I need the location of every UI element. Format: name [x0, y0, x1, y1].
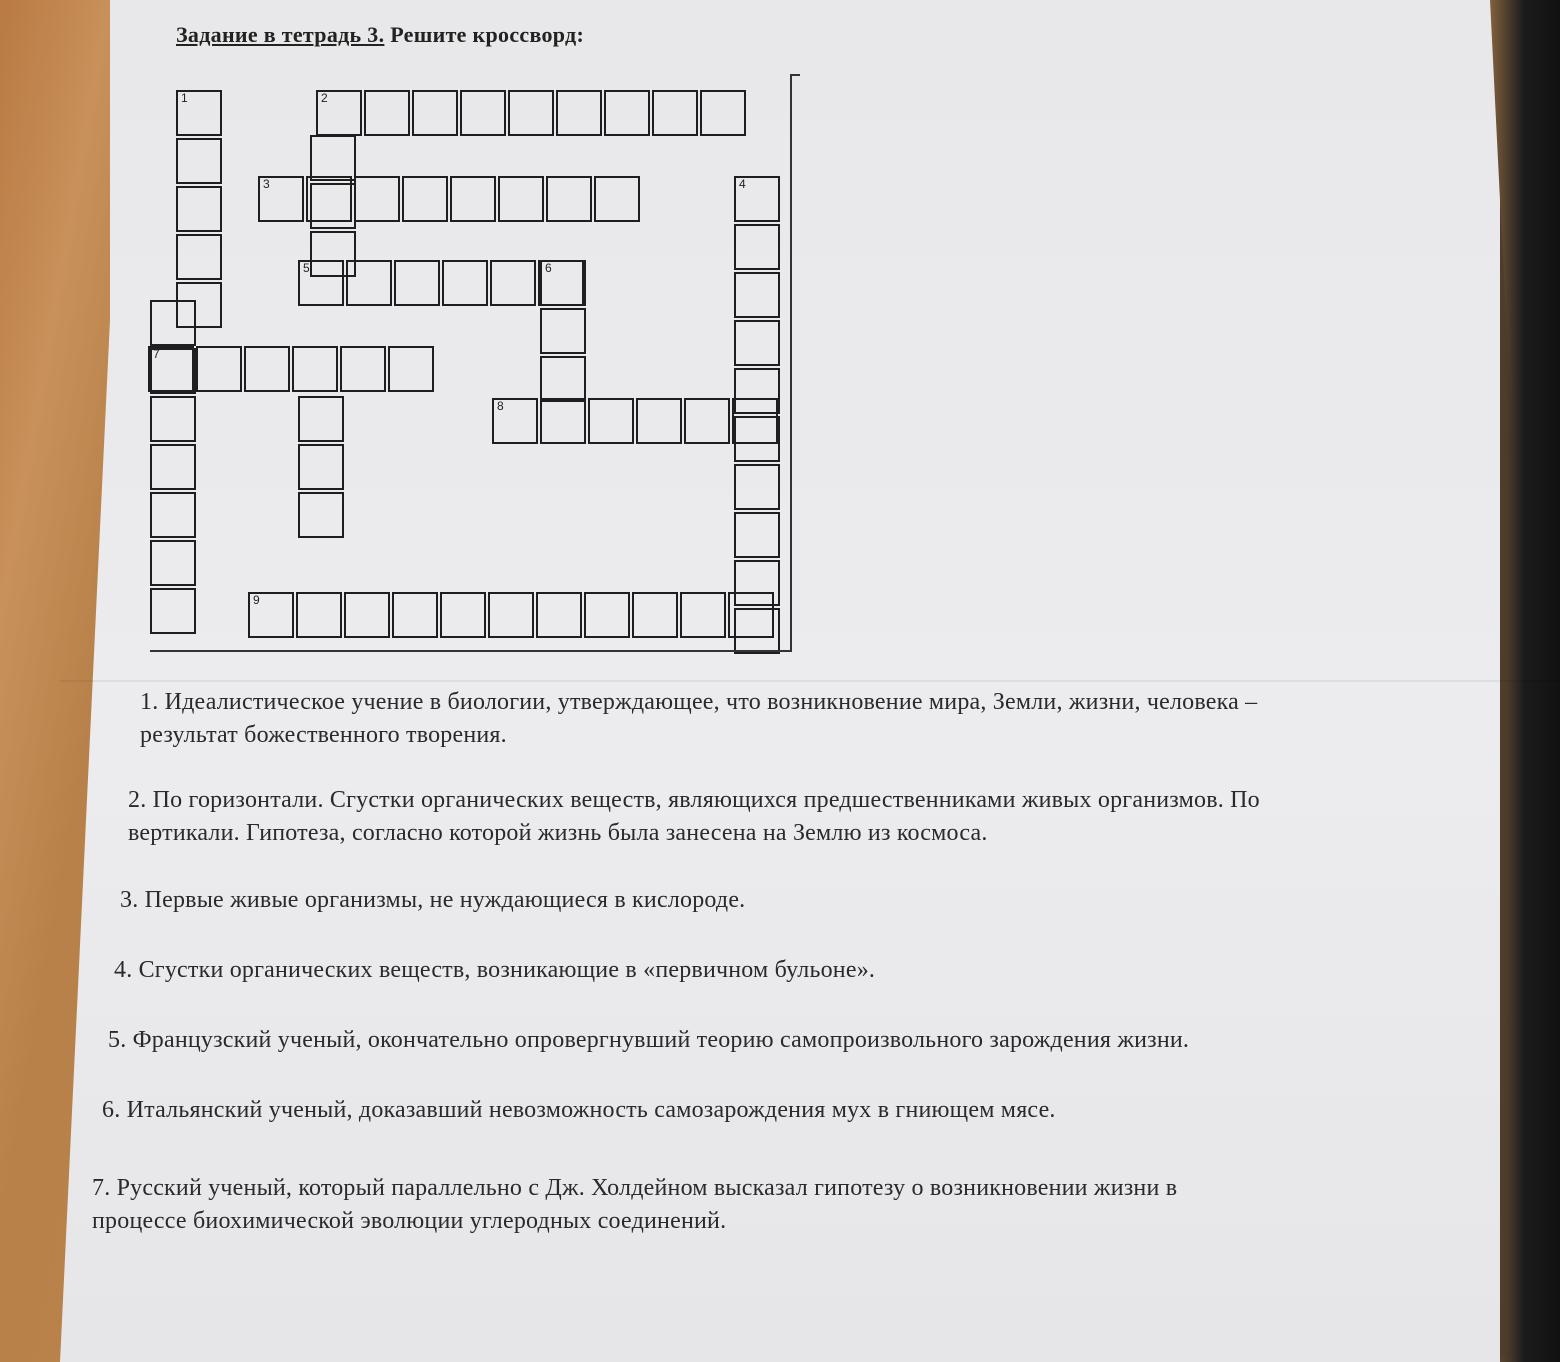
clue-3: 3. Первые живые организмы, не нуждающиеся в кислороде. — [120, 887, 746, 913]
crossword-cell[interactable] — [440, 592, 486, 638]
crossword-cell[interactable] — [588, 398, 634, 444]
crossword-cell[interactable] — [732, 398, 778, 444]
crossword-cell[interactable] — [150, 444, 196, 490]
clue-7: 7. Русский ученый, который параллельно с Дж. Холдейном высказал гипотезу о возникновении жизни в процессе биохимической эволюции углеродных соединений. — [92, 1175, 1178, 1234]
crossword-cell[interactable] — [296, 592, 342, 638]
crossword-cell[interactable] — [734, 320, 780, 366]
paper-fold — [60, 680, 1560, 682]
crossword-cell[interactable] — [508, 90, 554, 136]
frame-line — [150, 650, 792, 652]
crossword-cell[interactable] — [546, 176, 592, 222]
crossword-cell[interactable] — [488, 592, 534, 638]
crossword-cell[interactable] — [176, 90, 222, 136]
crossword-cell[interactable] — [388, 346, 434, 392]
crossword-cell[interactable] — [150, 300, 196, 346]
crossword-cell[interactable] — [196, 346, 242, 392]
clue-1: 1. Идеалистическое учение в биологии, утверждающее, что возникновение мира, Земли, жизни, человека – результат божественного творения. — [140, 689, 1258, 748]
crossword-cell[interactable] — [150, 396, 196, 442]
crossword-cell[interactable] — [584, 592, 630, 638]
crossword-cell[interactable] — [556, 90, 602, 136]
crossword-cell[interactable] — [536, 592, 582, 638]
crossword-cell[interactable] — [148, 346, 194, 392]
crossword-cell[interactable] — [680, 592, 726, 638]
crossword-cell[interactable] — [340, 346, 386, 392]
crossword-cell[interactable] — [392, 592, 438, 638]
clue-5: 5. Французский ученый, окончательно опровергнувший теорию самопроизвольного зарождения жизни. — [108, 1027, 1190, 1053]
crossword-cell[interactable] — [176, 186, 222, 232]
title-prefix: Задание в тетрадь 3. — [176, 22, 385, 47]
crossword-cell[interactable] — [540, 308, 586, 354]
crossword-cell[interactable] — [354, 176, 400, 222]
crossword-cell[interactable] — [684, 398, 730, 444]
crossword-cell[interactable] — [364, 90, 410, 136]
crossword-cell[interactable] — [176, 234, 222, 280]
clue-number-8: 8 — [497, 399, 504, 413]
crossword-cell[interactable] — [150, 540, 196, 586]
crossword-cell[interactable] — [734, 224, 780, 270]
clue-number-2: 2 — [321, 91, 328, 105]
crossword-cell[interactable] — [636, 398, 682, 444]
crossword-cell[interactable] — [540, 398, 586, 444]
crossword-cell[interactable] — [734, 272, 780, 318]
crossword-cell[interactable] — [492, 398, 538, 444]
clue-number-6: 6 — [545, 261, 552, 275]
crossword-cell[interactable] — [394, 260, 440, 306]
frame-line — [790, 74, 792, 652]
crossword-cell[interactable] — [176, 138, 222, 184]
crossword-cell[interactable] — [540, 356, 586, 402]
crossword-cell[interactable] — [298, 492, 344, 538]
crossword-cell[interactable] — [344, 592, 390, 638]
page-title — [176, 22, 584, 48]
crossword-cell[interactable] — [298, 396, 344, 442]
crossword-cell[interactable] — [460, 90, 506, 136]
crossword-cell[interactable] — [540, 260, 586, 306]
clue-number-7: 7 — [153, 347, 160, 361]
crossword-cell[interactable] — [150, 492, 196, 538]
crossword-cell[interactable] — [632, 592, 678, 638]
clue-2: 2. По горизонтали. Сгустки органических веществ, являющихся предшественниками живых организмов. По вертикали. Гипотеза, согласно которой жизнь была занесена на Землю из космоса. — [128, 787, 1260, 846]
crossword-cell[interactable] — [248, 592, 294, 638]
crossword-cell[interactable] — [604, 90, 650, 136]
crossword-cell[interactable] — [292, 346, 338, 392]
clue-number-5: 5 — [303, 261, 310, 275]
crossword-cell[interactable] — [734, 176, 780, 222]
crossword-cell[interactable] — [244, 346, 290, 392]
clue-number-9: 9 — [253, 593, 260, 607]
crossword-cell[interactable] — [316, 90, 362, 136]
crossword-cell[interactable] — [700, 90, 746, 136]
crossword-cell[interactable] — [258, 176, 304, 222]
clue-number-1: 1 — [181, 91, 188, 105]
crossword-cell[interactable] — [594, 176, 640, 222]
clue-number-4: 4 — [739, 177, 746, 191]
crossword-cell[interactable] — [450, 176, 496, 222]
crossword-cell[interactable] — [734, 464, 780, 510]
crossword-cell[interactable] — [310, 135, 356, 181]
clue-6: 6. Итальянский ученый, доказавший невозможность самозарождения мух в гниющем мясе. — [102, 1097, 1056, 1123]
crossword-cell[interactable] — [306, 176, 352, 222]
crossword-cell[interactable] — [402, 176, 448, 222]
crossword-cell[interactable] — [442, 260, 488, 306]
crossword-cell[interactable] — [298, 260, 344, 306]
clue-number-3: 3 — [263, 177, 270, 191]
crossword-cell[interactable] — [490, 260, 536, 306]
crossword-cell[interactable] — [498, 176, 544, 222]
crossword-cell[interactable] — [728, 592, 774, 638]
crossword-cell[interactable] — [734, 512, 780, 558]
title-text: Решите кроссворд: — [390, 22, 585, 47]
crossword-cell[interactable] — [652, 90, 698, 136]
crossword-cell[interactable] — [298, 444, 344, 490]
crossword-cell[interactable] — [346, 260, 392, 306]
clue-4: 4. Сгустки органических веществ, возникающие в «первичном бульоне». — [114, 957, 876, 983]
crossword-cell[interactable] — [412, 90, 458, 136]
crossword-cell[interactable] — [150, 588, 196, 634]
